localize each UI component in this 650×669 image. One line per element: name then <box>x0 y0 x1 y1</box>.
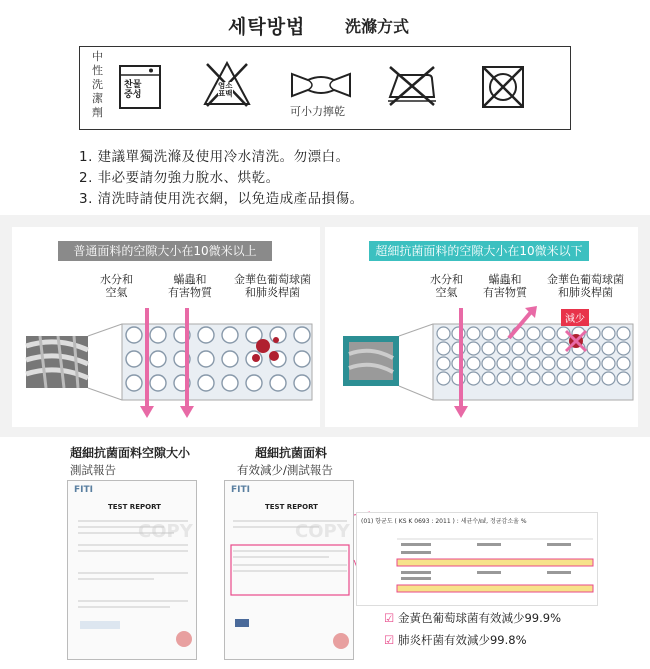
ultrafine-fabric-panel <box>325 227 638 427</box>
pore <box>617 357 630 370</box>
pore <box>542 357 555 370</box>
pore <box>467 357 480 370</box>
pore <box>602 372 615 385</box>
pore <box>437 342 450 355</box>
check-icon: ☑ <box>384 611 395 625</box>
check-icon: ☑ <box>384 633 395 647</box>
pore <box>497 342 510 355</box>
pore <box>198 327 214 343</box>
normal-fabric-panel <box>12 227 320 427</box>
pore <box>527 342 540 355</box>
copy-watermark: COPY <box>138 521 193 542</box>
ultrafine-texture-photo <box>343 336 399 386</box>
ultrafine-fabric-header: 超細抗菌面料的空隙大小在10微米以下 <box>369 241 589 261</box>
result-table-rows <box>357 525 597 605</box>
no-iron-icon <box>384 63 440 107</box>
pore <box>222 351 238 367</box>
left-report-title: 超細抗菌面料空隙大小 <box>70 446 191 460</box>
pore <box>222 327 238 343</box>
wash-title-korean: 세탁방법 <box>228 16 306 38</box>
pore <box>587 372 600 385</box>
neutral-detergent-label: 中 性 洗 潔 劑 <box>92 50 103 119</box>
pore <box>512 342 525 355</box>
pore <box>467 342 480 355</box>
pore <box>587 342 600 355</box>
test-report-document-left <box>67 480 197 660</box>
pore <box>126 327 142 343</box>
bacteria-blocked-icon <box>566 331 586 351</box>
report-lines-right <box>229 515 351 655</box>
pore <box>482 357 495 370</box>
mites-label-right: 蟎蟲和 有害物質 <box>483 273 527 299</box>
pore <box>602 342 615 355</box>
no-tumble-dry-icon <box>480 64 526 110</box>
pore <box>198 375 214 391</box>
pore <box>602 357 615 370</box>
water-air-label-right: 水分和 空氣 <box>430 273 463 299</box>
normal-fabric-diagram <box>12 302 320 422</box>
right-report-subtitle: 有效減少/測試報告 <box>237 463 333 477</box>
report-heading-right: TEST REPORT <box>265 503 318 511</box>
pore <box>482 372 495 385</box>
pore <box>527 357 540 370</box>
wring-gently-label: 可小力擰乾 <box>290 105 345 118</box>
pore <box>497 372 510 385</box>
pore <box>512 357 525 370</box>
right-report-title: 超細抗菌面料 <box>255 446 328 460</box>
pore <box>452 357 465 370</box>
pore <box>222 375 238 391</box>
wash-instructions <box>79 147 364 210</box>
pore <box>126 351 142 367</box>
copy-watermark-right: COPY <box>295 521 350 542</box>
pore <box>542 342 555 355</box>
pore <box>150 375 166 391</box>
wash-note-3: 3. 清洗時請使用洗衣網，以免造成產品損傷。 <box>79 191 364 207</box>
pore <box>617 327 630 340</box>
report-lines <box>74 515 192 655</box>
result-pneumonia: ☑ 肺炎杆菌有效減少99.8% <box>384 633 527 647</box>
pore <box>294 327 310 343</box>
pore <box>294 351 310 367</box>
bacteria-label: 金華色葡萄球菌 和肺炎桿菌 <box>234 273 311 299</box>
fiti-logo-right: FITI <box>231 485 250 495</box>
pore <box>557 357 570 370</box>
water-air-label: 水分和 空氣 <box>100 273 133 299</box>
pore <box>452 372 465 385</box>
pore <box>482 342 495 355</box>
pore <box>527 327 540 340</box>
wash-note-1: 1. 建議單獨洗滌及使用冷水清洗。勿漂白。 <box>79 149 350 165</box>
pore <box>294 375 310 391</box>
pore <box>617 372 630 385</box>
pore <box>150 351 166 367</box>
pore <box>542 372 555 385</box>
pore <box>557 372 570 385</box>
pore <box>467 327 480 340</box>
pore <box>452 342 465 355</box>
wash-title-chinese: 洗滌方式 <box>345 17 410 36</box>
pore <box>437 372 450 385</box>
wring-gently-icon <box>288 70 354 100</box>
wash-note-2: 2. 非必要請勿強力脫水、烘乾。 <box>79 170 280 186</box>
fabric-texture-photo <box>26 336 88 388</box>
pore <box>617 342 630 355</box>
washing-machine-icon: 찬물 중성 <box>118 64 162 110</box>
pore <box>270 375 286 391</box>
pore <box>542 327 555 340</box>
pore <box>572 357 585 370</box>
pore <box>246 375 262 391</box>
pore <box>512 372 525 385</box>
pore <box>497 327 510 340</box>
fiti-logo: FITI <box>74 485 93 495</box>
pore <box>587 357 600 370</box>
normal-fabric-header: 普通面料的空隙大小在10微米以上 <box>58 241 272 261</box>
result-staph: ☑ 金黃色葡萄球菌有效減少99.9% <box>384 611 562 625</box>
pore <box>497 357 510 370</box>
pore <box>437 357 450 370</box>
pore <box>482 327 495 340</box>
test-report-document-right <box>224 480 354 660</box>
pore <box>452 327 465 340</box>
no-bleach-icon: 염소 표백 <box>203 60 251 108</box>
pore <box>126 375 142 391</box>
left-report-subtitle: 測試報告 <box>70 463 116 477</box>
report-heading: TEST REPORT <box>108 503 161 511</box>
mites-label: 蟎蟲和 有害物質 <box>168 273 212 299</box>
pore <box>527 372 540 385</box>
pore <box>437 327 450 340</box>
zoomed-result-table <box>356 512 598 606</box>
pore <box>198 351 214 367</box>
reduce-badge: 減少 <box>561 309 589 326</box>
result-table-header: (01) 항균도 ( KS K 0693 : 2011 ) : 세균수/㎖, 정균감소율 % <box>361 518 527 525</box>
pore <box>602 327 615 340</box>
ultrafine-fabric-diagram <box>325 302 638 422</box>
pore <box>572 372 585 385</box>
pore <box>150 327 166 343</box>
pore <box>467 372 480 385</box>
bacteria-label-right: 金華色葡萄球菌 和肺炎桿菌 <box>547 273 624 299</box>
pore <box>587 327 600 340</box>
